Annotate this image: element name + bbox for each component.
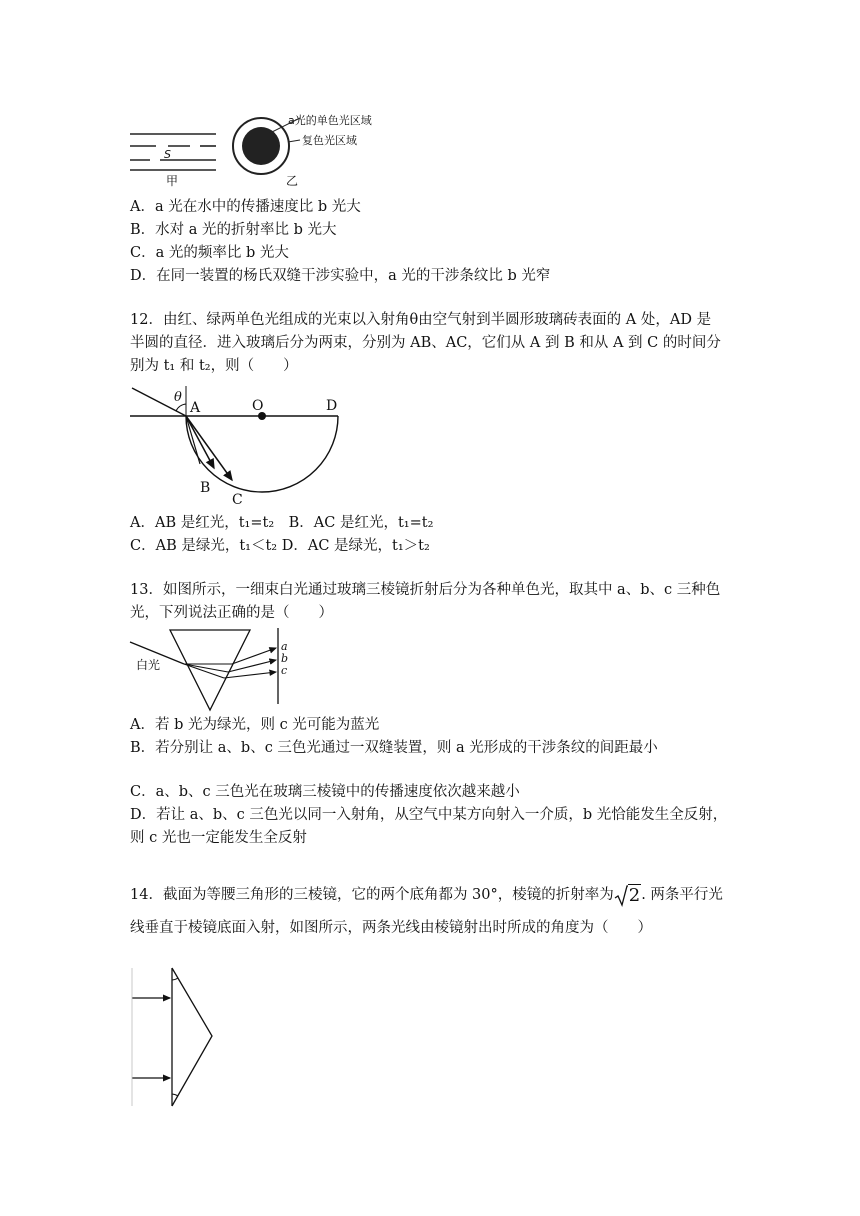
q12-figure [128,384,348,512]
q12-d-label: D [326,398,338,414]
q12-a-label: A [190,400,201,416]
q13-option-a: A．若 b 光为绿光，则 c 光可能为蓝光 [130,717,380,733]
q11-jia-label: 甲 [166,174,179,188]
sqrt-expression [614,887,641,905]
q12-options-row-2: C．AB 是绿光，t₁＜t₂ D．AC 是绿光，t₁＞t₂ [130,538,430,554]
q13-white-light-label: 白光 [136,658,161,672]
q13-stem-line-1: 13．如图所示，一细束白光通过玻璃三棱镜折射后分为各种单色光，取其中 a、b、c 三种色 [130,582,721,598]
q13-c-label: c [281,664,288,677]
q12-stem-line-3: 别为 t₁ 和 t₂，则（ ） [130,358,298,374]
q11-yi-label: 乙 [286,174,299,188]
q12-stem-line-1: 12．由红、绿两单色光组成的光束以入射角θ由空气射到半圆形玻璃砖表面的 A 处，AD 是 [130,312,712,328]
q11-option-b: B．水对 a 光的折射率比 b 光大 [130,222,337,238]
q14-stem-line-1 [130,886,723,905]
q11-a-region-label: a光的单色光区域 [288,114,372,127]
q13-figure [128,626,288,712]
q11-option-d: D．在同一装置的杨氏双缝干涉实验中，a 光的干涉条纹比 b 光窄 [130,268,551,284]
isosceles-prism-diagram [128,966,228,1112]
q14-stem-after: . 两条平行光 [641,887,723,903]
q12-b-label: B [200,480,211,496]
sqrt-sign [614,885,628,907]
q12-o-label: O [252,398,264,414]
q13-stem-line-2: 光，下列说法正确的是（ ） [130,605,333,621]
q12-theta-label: θ [174,390,182,405]
q13-b-label: b [281,652,289,665]
q13-a-label: a [281,640,288,653]
q14-stem-line-2: 线垂直于棱镜底面入射，如图所示，两条光线由棱镜射出时所成的角度为（ ） [130,920,652,936]
q11-s-label: S [164,148,171,161]
q12-options-row-1: A．AB 是红光，t₁=t₂ B．AC 是红光，t₁=t₂ [130,515,434,531]
q11-option-c: C．a 光的频率比 b 光大 [130,245,289,261]
sqrt-radicand: 2 [628,885,641,906]
q14-figure [128,966,228,1112]
q13-option-d-line-2: 则 c 光也一定能发生全反射 [130,830,307,846]
q14-stem-before: 14．截面为等腰三角形的三棱镜，它的两个底角都为 30°，棱镜的折射率为 [130,887,614,903]
q13-option-b: B．若分别让 a、b、c 三色光通过一双缝装置，则 a 光形成的干涉条纹的间距最小 [130,740,658,756]
q13-option-d-line-1: D．若让 a、b、c 三色光以同一入射角，从空气中某方向射入一介质，b 光恰能发生全反射， [130,807,728,823]
q12-stem-line-2: 半圆的直径．进入玻璃后分为两束，分别为 AB、AC，它们从 A 到 B 和从 A 到 C 的时间分 [130,335,721,351]
q12-c-label: C [232,492,243,508]
double-slit-figure [130,134,216,170]
q13-option-c: C．a、b、c 三色光在玻璃三棱镜中的传播速度依次越来越小 [130,784,520,800]
q11-figure [128,110,388,190]
q11-complex-region-label: 复色光区域 [302,134,357,147]
q11-option-a: A．a 光在水中的传播速度比 b 光大 [130,199,361,215]
